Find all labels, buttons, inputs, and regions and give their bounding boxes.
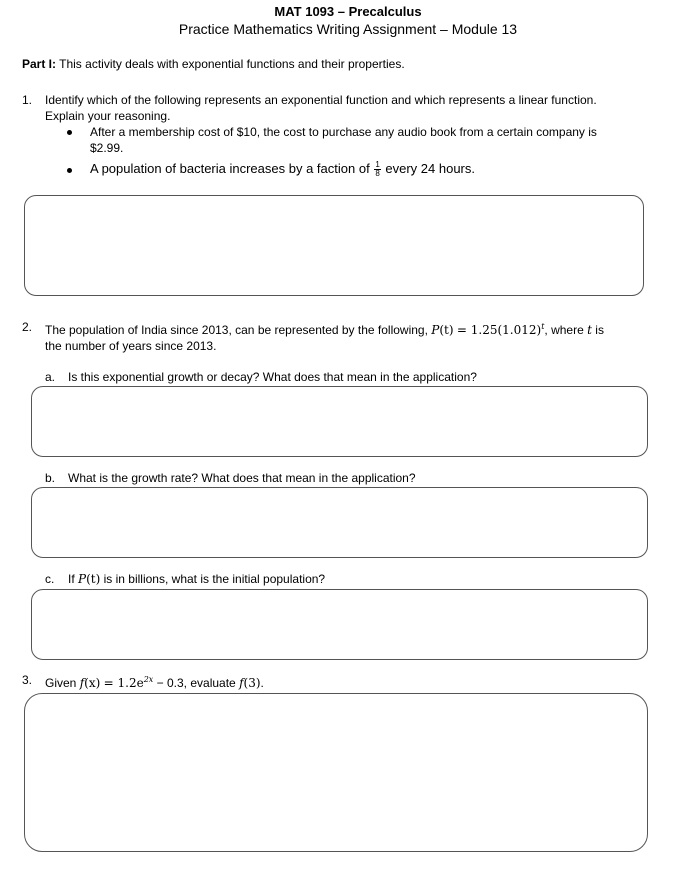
q3-answer-box[interactable]: [24, 693, 648, 852]
q3-end: .: [260, 676, 264, 690]
bullet-icon: [67, 130, 72, 135]
fraction-numerator: 1: [375, 160, 380, 170]
q1-bullet-1-line1: After a membership cost of $10, the cost to purchase any audio book from a certain company is: [90, 125, 597, 139]
q3-prompt: [45, 672, 264, 691]
part-label: Part I:: [22, 57, 57, 71]
q3-rest: − 0.3, evaluate: [156, 676, 236, 690]
q1-number: 1.: [22, 93, 33, 107]
formula-rhs: = 1.25(1.012): [456, 323, 542, 337]
q1-line1: Identify which of the following represents an exponential function and which represents a linear function.: [45, 93, 597, 107]
q2b-label: b.: [45, 471, 56, 485]
q1-answer-box[interactable]: [24, 195, 644, 296]
q3-exponent: 2x: [143, 675, 154, 684]
part-intro: [22, 57, 405, 71]
q2c-t: (t): [86, 572, 101, 586]
q2-prompt: [45, 319, 685, 354]
assignment-title: Practice Mathematics Writing Assignment – Module 13: [178, 21, 518, 37]
q1-bullet-2-text: A population of bacteria increases by a faction of: [90, 161, 370, 176]
bullet-icon: [67, 168, 72, 173]
q2c-if: If: [68, 572, 75, 586]
q2b-text: What is the growth rate? What does that mean in the application?: [68, 471, 416, 485]
q1-line2: Explain your reasoning.: [45, 109, 171, 123]
q1-bullet-2: [90, 161, 650, 178]
q2b-answer-box[interactable]: [31, 487, 648, 558]
q3-number: 3.: [22, 673, 33, 687]
q3-rhs: = 1.2e: [103, 676, 144, 690]
fraction-denominator: 8: [375, 169, 380, 179]
formula-P: P: [431, 323, 440, 337]
q3-f: f: [79, 676, 85, 690]
q2-line1-text: The population of India since 2013, can be represented by the following,: [45, 323, 428, 337]
q2-where: , where: [544, 323, 584, 337]
formula-t: (t): [439, 323, 454, 337]
q3-x: (x): [84, 676, 101, 690]
q2a-answer-box[interactable]: [31, 386, 648, 457]
q1-bullet-2-end: every 24 hours.: [385, 161, 475, 176]
q3-given: Given: [45, 676, 77, 690]
q2c-text: [68, 571, 325, 587]
q1-bullet-1-line2: $2.99.: [90, 141, 124, 155]
q3-f2: f: [239, 676, 244, 690]
q2c-label: c.: [45, 572, 55, 586]
q2-is: is: [595, 323, 604, 337]
q2c-rest: is in billions, what is the initial population?: [103, 572, 326, 586]
q2-var-t: t: [587, 323, 592, 337]
q2-line2: the number of years since 2013.: [45, 339, 217, 353]
q2c-answer-box[interactable]: [31, 589, 648, 660]
q1-prompt: [45, 92, 685, 124]
q2c-P: P: [78, 572, 87, 586]
q2-number: 2.: [22, 320, 33, 334]
part-description: This activity deals with exponential functions and their properties.: [59, 57, 405, 71]
formula-exponent: t: [541, 322, 545, 331]
course-title: MAT 1093 – Precalculus: [274, 4, 422, 19]
q1-bullet-1: [90, 124, 650, 156]
q3-arg: (3): [243, 676, 261, 690]
fraction: [374, 161, 380, 178]
q2a-label: a.: [45, 370, 56, 384]
q2a-text: Is this exponential growth or decay? What does that mean in the application?: [68, 370, 477, 384]
q2-line1: [45, 319, 685, 338]
